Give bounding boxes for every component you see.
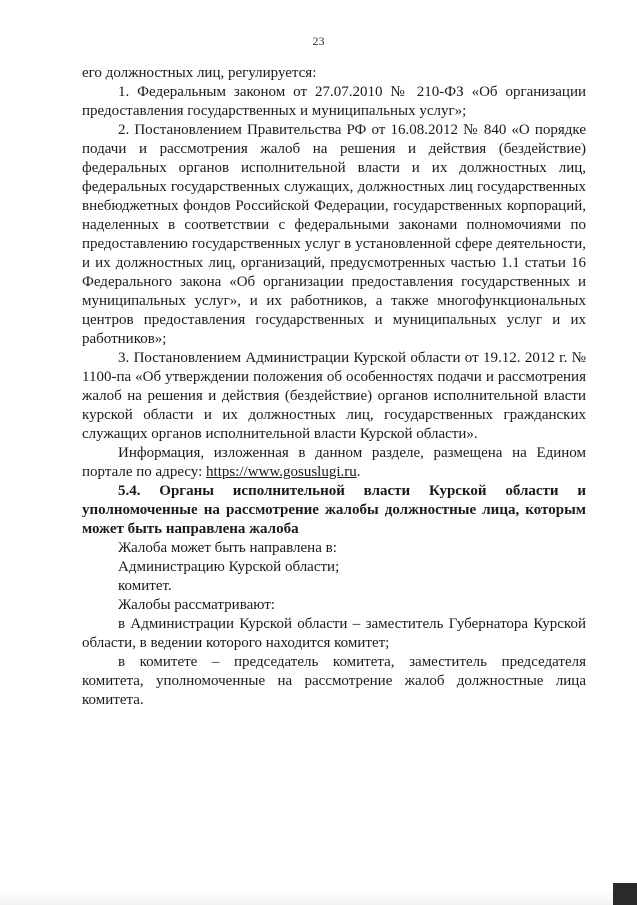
paragraph-deputy-governor: в Администрации Курской области – заместитель Губернатора Курской области, в ведении которого находится комитет; <box>82 616 586 651</box>
portal-info-end: . <box>356 464 361 480</box>
paragraph-committee: комитет. <box>118 578 172 594</box>
scan-bottom-edge <box>0 891 637 905</box>
section-heading-5-4: 5.4. Органы исполнительной власти Курской области и уполномоченные на рассмотрение жалобы должностные лица, которым может быть направлена жалоба <box>82 483 586 537</box>
scan-corner-mark <box>613 883 637 905</box>
paragraph-intro: его должностных лиц, регулируется: <box>82 65 317 81</box>
paragraph-administration: Администрацию Курской области; <box>118 559 340 575</box>
paragraph-complaint-addressed: Жалоба может быть направлена в: <box>118 540 337 556</box>
gosuslugi-link[interactable]: https://www.gosuslugi.ru <box>206 464 357 480</box>
document-body <box>82 64 586 710</box>
paragraph-resolution-1100: 3. Постановлением Администрации Курской области от 19.12. 2012 г. № 1100-па «Об утверждении положения об особенностях подачи и рассмотрения жалоб на решения и действия (бездействие) органов исполнительной власти курской области и их должностных лиц, государственных гражданских служащих органов исполнительной власти Курской области». <box>82 350 586 442</box>
paragraph-reviewers: Жалобы рассматривают: <box>118 597 275 613</box>
paragraph-resolution-840: 2. Постановлением Правительства РФ от 16.08.2012 № 840 «О порядке подачи и рассмотрения жалоб на решения и действия (бездействие) федеральных органов исполнительной власти и их должностных лиц, федеральных государственных служащих, должностных лиц государственных внебюджетных фондов Российской Федерации, государственных корпораций, наделенных в соответствии с федеральными законами полномочиями по предоставлению государственных услуг в установленной сфере деятельности, и их должностных лиц, организаций, предусмотренных частью 1.1 статьи 16 Федерального закона «Об организации предоставления государственных и муниципальных услуг», и их работников, а также многофункциональных центров предоставления государственных и муниципальных услуг и их работников»; <box>82 122 586 347</box>
paragraph-portal-info <box>82 444 586 482</box>
paragraph-law-210: 1. Федеральным законом от 27.07.2010 № 210-ФЗ «Об организации предоставления государственных и муниципальных услуг»; <box>82 84 586 119</box>
portal-info-text: Информация, изложенная в данном разделе, размещена на Едином портале по адресу: <box>82 445 586 480</box>
paragraph-committee-chair: в комитете – председатель комитета, заместитель председателя комитета, уполномоченные на рассмотрение жалоб должностные лица комитета. <box>82 654 586 708</box>
page-number: 23 <box>312 34 325 48</box>
